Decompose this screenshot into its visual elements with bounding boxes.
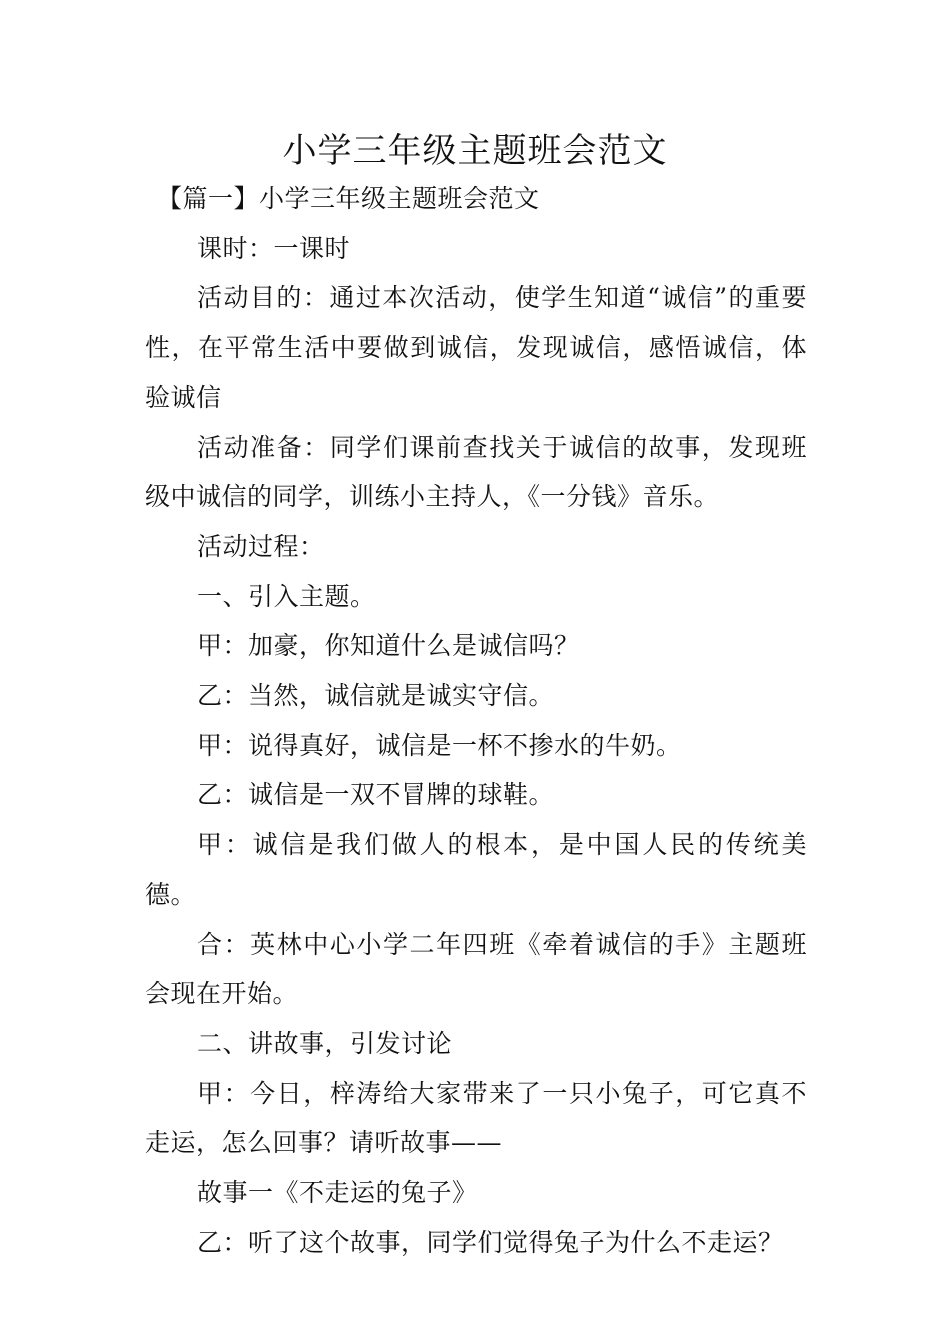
dialogue-line: 甲：诚信是我们做人的根本，是中国人民的传统美德。 — [145, 830, 807, 909]
dialogue-line: 甲：今日，梓涛给大家带来了一只小兔子，可它真不走运，怎么回事？请听故事—— — [145, 1078, 807, 1158]
paragraph-activity-goal: 活动目的：通过本次活动，使学生知道“诚信”的重要性，在平常生活中要做到诚信，发现诚信，感悟诚信，体验诚信 — [145, 283, 807, 412]
story-title: 故事一《不走运的兔子》 — [197, 1178, 478, 1208]
dialogue-line: 乙：诚信是一双不冒牌的球鞋。 — [197, 780, 555, 810]
paragraph-activity-prep: 活动准备：同学们课前查找关于诚信的故事，发现班级中诚信的同学，训练小主持人，《一分钱》音乐。 — [145, 432, 807, 512]
paragraph-activity-process: 活动过程： — [197, 531, 325, 561]
dialogue-line: 甲：说得真好，诚信是一杯不掺水的牛奶。 — [197, 730, 682, 760]
document-title: 小学三年级主题班会范文 — [282, 131, 668, 171]
paragraph-class-hours: 课时：一课时 — [197, 233, 351, 263]
dialogue-line: 甲：加豪，你知道什么是诚信吗？ — [197, 631, 580, 661]
dialogue-line: 合：英林中心小学二年四班《牵着诚信的手》主题班会现在开始。 — [145, 929, 807, 1009]
dialogue-line: 乙：听了这个故事，同学们觉得兔子为什么不走运？ — [197, 1227, 784, 1257]
paragraph-step-two: 二、讲故事，引发讨论 — [197, 1028, 453, 1058]
dialogue-line: 乙：当然，诚信就是诚实守信。 — [197, 681, 555, 711]
section-heading: 【篇一】小学三年级主题班会范文 — [157, 184, 540, 213]
document-body — [145, 174, 807, 1267]
paragraph-step-one: 一、引入主题。 — [197, 581, 376, 611]
